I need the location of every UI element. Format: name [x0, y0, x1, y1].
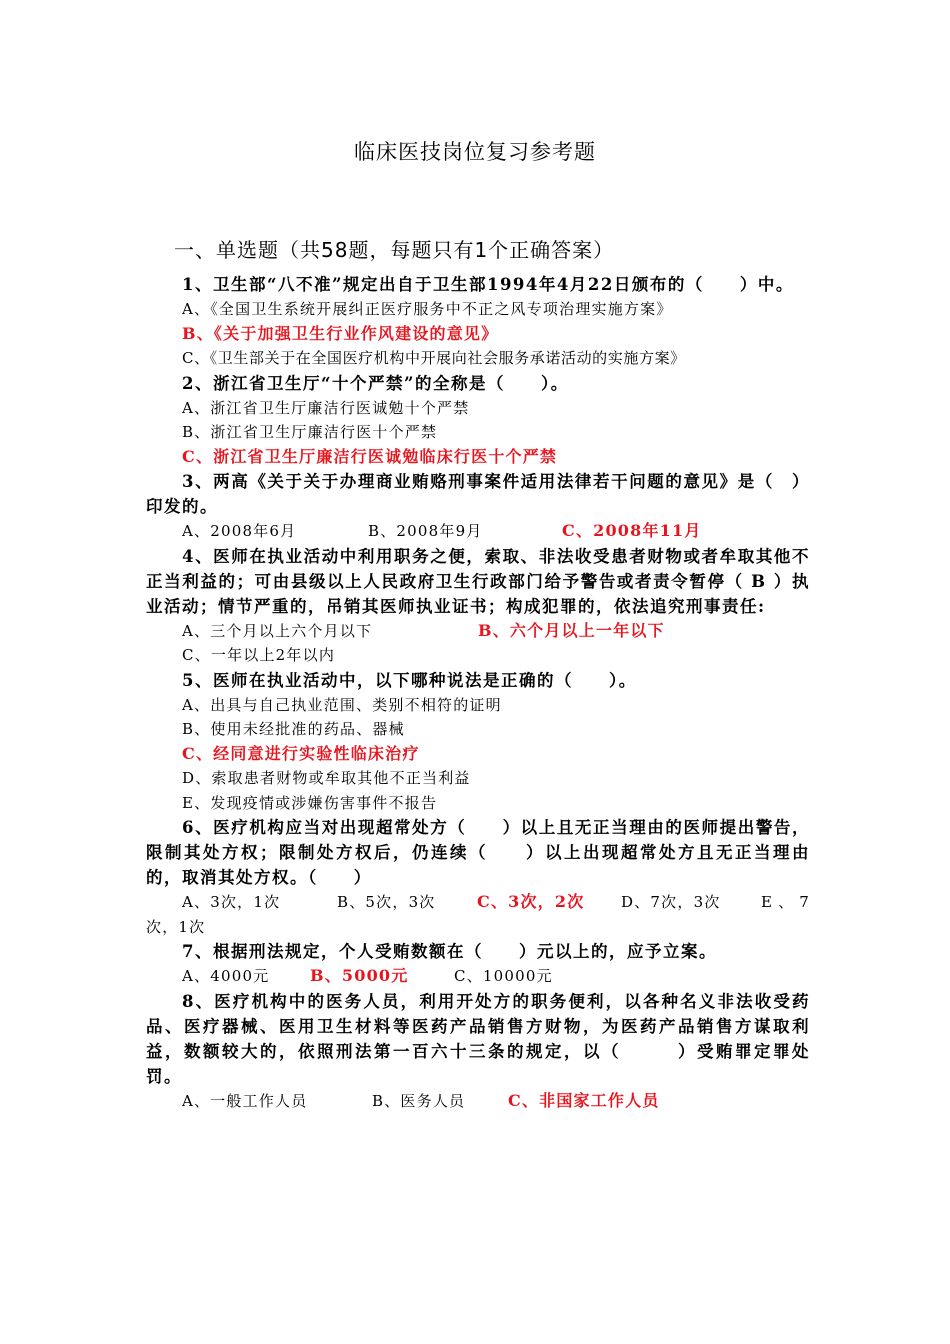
q3-option-b: B、2008年9月 [368, 522, 483, 540]
q7-option-b-answer: B、5000元 [310, 966, 409, 985]
q5-option-c-answer: C、经同意进行实验性临床治疗 [182, 743, 420, 763]
q5-option-d: D、索取患者财物或牟取其他不正当利益 [182, 769, 471, 787]
question-7: 7、根据刑法规定，个人受贿数额在（ ）元以上的，应予立案。 [182, 942, 717, 961]
q5-option-b: B、使用未经批准的药品、器械 [182, 720, 405, 738]
question-8: 8、医疗机构中的医务人员，利用开处方的职务便利，以各种名义非法收受药品、医疗器械、医用卫生材料等医药产品销售方财物，为医药产品销售方谋取利益，数额较大的，依照刑法第一百六十三条的规定，以（ ）受贿罪定罪处罚。 [146, 991, 810, 1086]
q1-option-c: C、《卫生部关于在全国医疗机构中开展向社会服务承诺活动的实施方案》 [182, 349, 686, 367]
q4-option-c: C、一年以上2年以内 [182, 646, 336, 664]
question-4: 4、医师在执业活动中利用职务之便，索取、非法收受患者财物或者牟取其他不正当利益的；可由县级以上人民政府卫生行政部门给予警告或者责令暂停（ B ）执业活动；情节严重的，吊销其医师执业证书；构成犯罪的，依法追究刑事责任: [146, 546, 810, 616]
q4-option-a: A、三个月以上六个月以下 [182, 621, 373, 640]
q8-option-c-answer: C、非国家工作人员 [508, 1090, 660, 1110]
q6-option-c-answer: C、3次，2次 [477, 892, 585, 911]
q2-option-b: B、浙江省卫生厅廉洁行医十个严禁 [182, 423, 438, 441]
q6-option-a: A、3次，1次 [182, 893, 281, 911]
q6-options [146, 890, 810, 939]
q2-option-a: A、浙江省卫生厅廉洁行医诚勉十个严禁 [182, 398, 470, 417]
section-heading: 一、单选题（共58题，每题只有1个正确答案） [174, 238, 615, 262]
q3-option-a: A、2008年6月 [182, 522, 297, 540]
q6-option-d: D、7次，3次 [621, 893, 721, 911]
q7-option-a: A、4000元 [182, 967, 270, 985]
q2-option-c-answer: C、浙江省卫生厅廉洁行医诚勉临床行医十个严禁 [182, 446, 558, 466]
q8-options [146, 1089, 810, 1114]
question-list [146, 272, 810, 1113]
question-5: 5、医师在执业活动中，以下哪种说法是正确的（ ）。 [182, 670, 637, 690]
q7-options [146, 964, 810, 989]
q6-option-e: E、7次，1次 [146, 893, 810, 936]
q3-option-c-answer: C、2008年11月 [562, 521, 702, 540]
q7-option-c: C、10000元 [454, 967, 553, 985]
question-3: 3、两高《关于关于办理商业贿赂刑事案件适用法律若干问题的意见》是（ ）印发的。 [146, 472, 810, 516]
q4-option-b-answer: B、六个月以上一年以下 [478, 620, 665, 640]
page-title: 临床医技岗位复习参考题 [354, 140, 596, 164]
question-2: 2、浙江省卫生厅“十个严禁”的全称是（ ）。 [182, 373, 569, 393]
q4-options-row [146, 619, 810, 644]
q5-option-a: A、出具与自己执业范围、类别不相符的证明 [182, 695, 502, 714]
q1-option-a: A、《全国卫生系统开展纠正医疗服务中不正之风专项治理实施方案》 [182, 300, 673, 318]
q5-option-e: E、发现疫情或涉嫌伤害事件不报告 [182, 793, 438, 812]
q6-option-b: B、5次，3次 [337, 893, 436, 911]
q8-option-b: B、医务人员 [372, 1091, 466, 1110]
q1-option-b-answer: B、《关于加强卫生行业作风建设的意见》 [182, 323, 499, 343]
q3-options [146, 519, 810, 544]
question-6: 6、医疗机构应当对出现超常处方（ ）以上且无正当理由的医师提出警告，限制其处方权；限制处方权后，仍连续（ ）以上出现超常处方且无正当理由的，取消其处方权。（ ） [146, 818, 810, 887]
question-1: 1、卫生部“八不准”规定出自于卫生部1994年4月22日颁布的（ ）中。 [182, 275, 794, 294]
q8-option-a: A、一般工作人员 [182, 1091, 308, 1110]
